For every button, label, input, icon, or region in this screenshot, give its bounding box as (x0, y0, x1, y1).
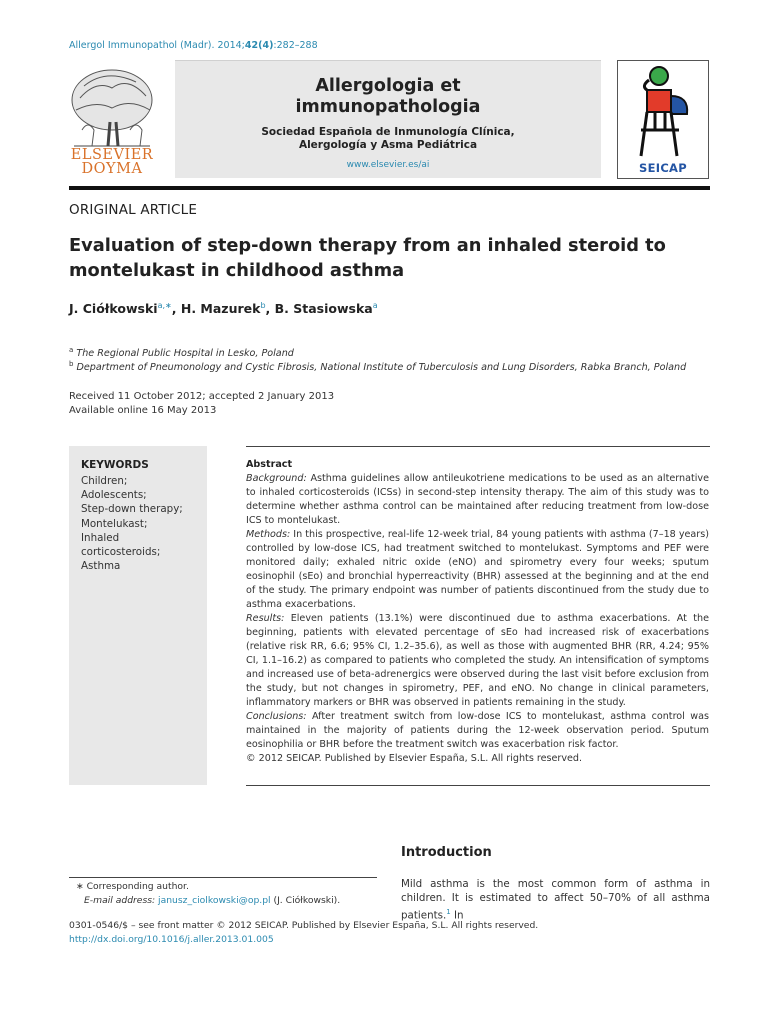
footnote (76, 880, 340, 908)
abstract (246, 458, 709, 766)
author-separator: , (265, 301, 275, 317)
affiliation-marker: b (69, 360, 74, 368)
abstract-background (246, 472, 709, 528)
abstract-conclusions-label: Conclusions: (246, 711, 307, 722)
affiliation-a (69, 346, 294, 359)
introduction-body-continued: In (450, 909, 464, 922)
author-list (69, 301, 378, 316)
affiliation-marker: a (69, 346, 74, 354)
doi-link[interactable]: http://dx.doi.org/10.1016/j.aller.2013.01.005 (69, 934, 274, 945)
author-name: J. Ciółkowski (69, 301, 158, 317)
footnote-rule (69, 877, 377, 878)
abstract-methods-text: In this prospective, real-life 12-week trial, 84 young patients with asthma (7–18 years) controlled by low-dose ICS, had treatment switched to montelukast. Symptoms and PEF were monitored daily; exhaled nitric oxide (eNO) and spirometry every four weeks; sputum eosinophil (sEo) and bronchial hyperreactivity (BHR) assessed at the beginning and at the end of the study. The primary endpoint was number of patients discontinued from the study due to asthma exacerbations. (246, 529, 709, 610)
journal-title (175, 76, 601, 118)
received-dates: Received 11 October 2012; accepted 2 January 2013 (69, 391, 335, 402)
author-affiliation-marker[interactable]: a,∗ (157, 301, 172, 310)
society-line-2: Alergología y Asma Pediátrica (298, 138, 478, 151)
citation-pages: :282–288 (273, 40, 318, 51)
abstract-methods-label: Methods: (246, 529, 291, 540)
footnote-marker: ∗ (76, 881, 84, 892)
email-label: E-mail address: (84, 895, 156, 906)
journal-title-line-1: Allergologia et (315, 76, 461, 96)
society-line-1: Sociedad Española de Inmunología Clínica, (261, 126, 515, 138)
citation-volume: 42(4) (244, 40, 274, 51)
author-affiliation-marker[interactable]: b (260, 301, 266, 310)
abstract-heading: Abstract (246, 459, 293, 470)
keyword-item: corticosteroids; (81, 546, 161, 559)
abstract-copyright: © 2012 SEICAP. Published by Elsevier España, S.L. All rights reserved. (246, 753, 583, 764)
society-name (175, 126, 601, 151)
article-title: Evaluation of step-down therapy from an inhaled steroid to montelukast in childhood asthma (69, 235, 666, 281)
author-affiliation-marker[interactable]: a (372, 301, 378, 310)
keyword-item: Adolescents; (81, 489, 147, 502)
abstract-methods (246, 528, 709, 612)
author-name: H. Mazurek (180, 301, 261, 317)
abstract-results (246, 612, 709, 710)
abstract-top-rule (246, 446, 710, 447)
journal-title-line-2: immunopathologia (295, 97, 481, 117)
front-matter (69, 919, 538, 947)
keyword-item: Step-down therapy; (81, 503, 183, 516)
seicap-wordmark: SEICAP (639, 161, 687, 175)
keywords-list (81, 474, 201, 573)
available-online-date: Available online 16 May 2013 (69, 405, 217, 416)
affiliation-text: The Regional Public Hospital in Lesko, Poland (76, 348, 294, 360)
issn-line: 0301-0546/$ – see front matter © 2012 SEICAP. Published by Elsevier España, S.L. All rights reserved. (69, 920, 539, 931)
publisher-line-1: ELSEVIER (70, 147, 154, 163)
elsevier-doyma-wordmark (68, 148, 156, 176)
author-separator: , (171, 301, 181, 317)
header-rule (69, 186, 710, 190)
abstract-conclusions-text: After treatment switch from low-dose ICS to montelukast, asthma control was maintained in the majority of patients during the 12-week observation period. Sputum eosinophilia or BHR before the treatment switch was exacerbation risk factor. (246, 711, 709, 750)
abstract-background-text: Asthma guidelines allow antileukotriene medications to be used as an alternative to inhaled corticosteroids (ICSs) in second-step intensity therapy. The aim of this study was to determine whether asthma control can be maintained after reducing treatment from low-dose ICS to montelukast. (246, 473, 709, 526)
affiliation-text: Department of Pneumonology and Cystic Fibrosis, National Institute of Tuberculosis and Lung Disorders, Rabka Branch, Poland (76, 362, 687, 374)
corresponding-author-label: Corresponding author. (86, 881, 189, 892)
citation-journal: Allergol Immunopathol (Madr). 2014; (69, 40, 245, 51)
introduction-body: Mild asthma is the most common form of asthma in children. It is estimated to affect 50–70% of all asthma patients. (401, 878, 710, 922)
email-line (76, 894, 340, 908)
abstract-conclusions (246, 710, 709, 752)
keyword-item: Children; (81, 475, 128, 487)
abstract-results-text: Eleven patients (13.1%) were discontinued due to asthma exacerbations. At the beginning, patients with elevated percentage of sEo had increased risk of exacerbations (relative risk RR, 6.6; 95% CI, 1.2–35.6), as well as those with augmented BHR (RR, 4.24; 95% CI, 1.1–16.2) as compared to patients who completed the study. An intensification of symptoms and increased use of beta-adrenergics were observed during the last visit before exclusion from the study, but not changes in spirometry, PEF, and eNO. No change in clinical parameters, inflammatory markers or BHR was observed in patients remaining in the study. (246, 613, 709, 708)
author-name: B. Stasiowska (274, 301, 373, 317)
keyword-item: Inhaled (81, 531, 120, 544)
keywords-heading: KEYWORDS (81, 459, 149, 471)
abstract-background-label: Background: (246, 473, 307, 484)
citation-line (69, 40, 318, 51)
introduction-text (401, 877, 710, 923)
article-type: ORIGINAL ARTICLE (69, 202, 198, 218)
keyword-item: Montelukast; (81, 517, 148, 530)
seicap-figure-icon (631, 66, 693, 158)
journal-url-link[interactable]: www.elsevier.es/ai (346, 160, 430, 170)
email-link[interactable]: janusz_ciolkowski@op.pl (158, 895, 271, 906)
reference-link[interactable]: 1 (446, 908, 451, 917)
abstract-results-label: Results: (246, 613, 285, 624)
corresponding-author-note (76, 880, 340, 894)
affiliation-b (69, 360, 686, 373)
introduction-heading: Introduction (401, 845, 492, 860)
publisher-line-2: DOYMA (81, 161, 143, 177)
abstract-bottom-rule (246, 785, 710, 786)
email-owner: (J. Ciółkowski). (270, 895, 341, 906)
keyword-item: Asthma (81, 560, 121, 573)
